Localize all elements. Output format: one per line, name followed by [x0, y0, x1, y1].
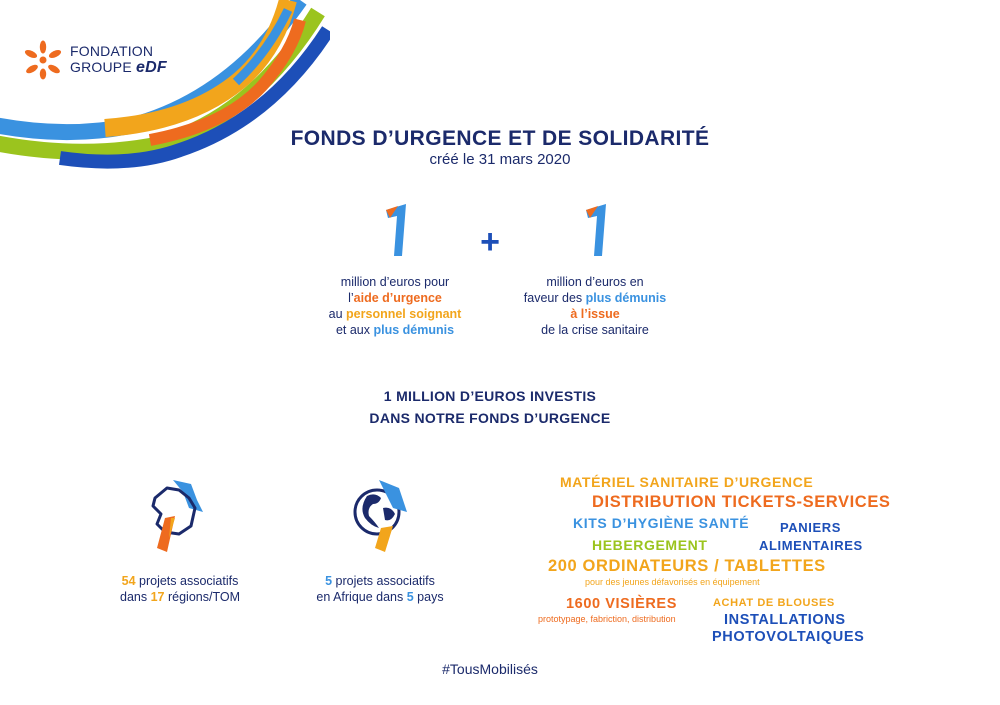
fund-text-segment: plus démunis	[373, 323, 455, 337]
logo-line-1: FONDATION	[70, 43, 154, 59]
starburst-icon	[22, 40, 64, 80]
invest-line-1: 1 MILLION D’EUROS INVESTIS	[383, 388, 597, 404]
plus-sign: +	[480, 223, 500, 261]
fund-description-post-crise	[495, 274, 695, 338]
cloud-visieres-note: prototypage, fabriction, distribution	[538, 614, 676, 624]
fund-text-segment: personnel soignant	[346, 307, 462, 321]
stat-france: 54 projets associatifs dans 17 régions/TOM	[120, 574, 240, 604]
fund-text-segment: l’	[348, 291, 354, 305]
globe-africa-icon	[345, 478, 415, 553]
page-subtitle: créé le 31 mars 2020	[429, 151, 571, 168]
fund-line	[495, 274, 695, 290]
fondation-logo	[22, 40, 172, 80]
fund-line	[295, 274, 495, 290]
fund-text-segment: faveur des	[523, 291, 586, 305]
france-map-icon	[145, 478, 215, 553]
cloud-hebergement: HEBERGEMENT	[592, 537, 708, 553]
fund-text-segment: de la crise sanitaire	[541, 323, 649, 337]
big-number-one-left	[366, 200, 426, 260]
fund-description-urgence	[295, 274, 495, 338]
cloud-kits-hygiene: KITS D’HYGIÈNE SANTÉ	[573, 515, 750, 531]
cloud-blouses: ACHAT DE BLOUSES	[713, 597, 835, 609]
cloud-photovoltaiques: PHOTOVOLTAIQUES	[712, 629, 865, 645]
fund-text-segment: aide d’urgence	[353, 291, 442, 305]
hashtag: #TousMobilisés	[442, 661, 538, 677]
cloud-materiel-sanitaire: MATÉRIEL SANITAIRE D’URGENCE	[560, 474, 814, 490]
fund-text-segment: plus démunis	[585, 291, 667, 305]
fund-line	[495, 322, 695, 338]
fund-line	[295, 290, 495, 306]
logo-edf: eDF	[135, 59, 167, 76]
fund-text-segment: au	[328, 307, 347, 321]
cloud-ordinateurs: 200 ORDINATEURS / TABLETTES	[548, 557, 826, 575]
stat-afrique: 5 projets associatifs en Afrique dans 5 pays	[316, 574, 444, 604]
cloud-visieres: 1600 VISIÈRES	[566, 596, 677, 612]
cloud-alimentaires: ALIMENTAIRES	[759, 538, 863, 553]
cloud-distribution-tickets: DISTRIBUTION TICKETS-SERVICES	[592, 493, 891, 511]
cloud-ordinateurs-note: pour des jeunes défavorisés en équipement	[585, 577, 760, 587]
page-title: FONDS D’URGENCE ET DE SOLIDARITÉ	[290, 127, 710, 150]
big-number-one-right	[566, 200, 626, 260]
logo-text	[70, 43, 167, 76]
cloud-installations: INSTALLATIONS	[724, 612, 846, 628]
fund-line	[295, 322, 495, 338]
cloud-paniers: PANIERS	[780, 520, 842, 535]
invest-heading	[0, 385, 980, 429]
fund-text-segment: et aux	[335, 323, 374, 337]
fund-line	[295, 306, 495, 322]
fund-text-segment: à l’issue	[570, 307, 620, 321]
fund-line	[495, 306, 695, 322]
fund-text-segment: million d’euros pour	[340, 275, 450, 289]
fund-line	[495, 290, 695, 306]
logo-line-2: GROUPE	[70, 59, 132, 75]
fund-text-segment: million d’euros en	[546, 275, 644, 289]
invest-line-2: DANS NOTRE FONDS D’URGENCE	[369, 410, 611, 426]
